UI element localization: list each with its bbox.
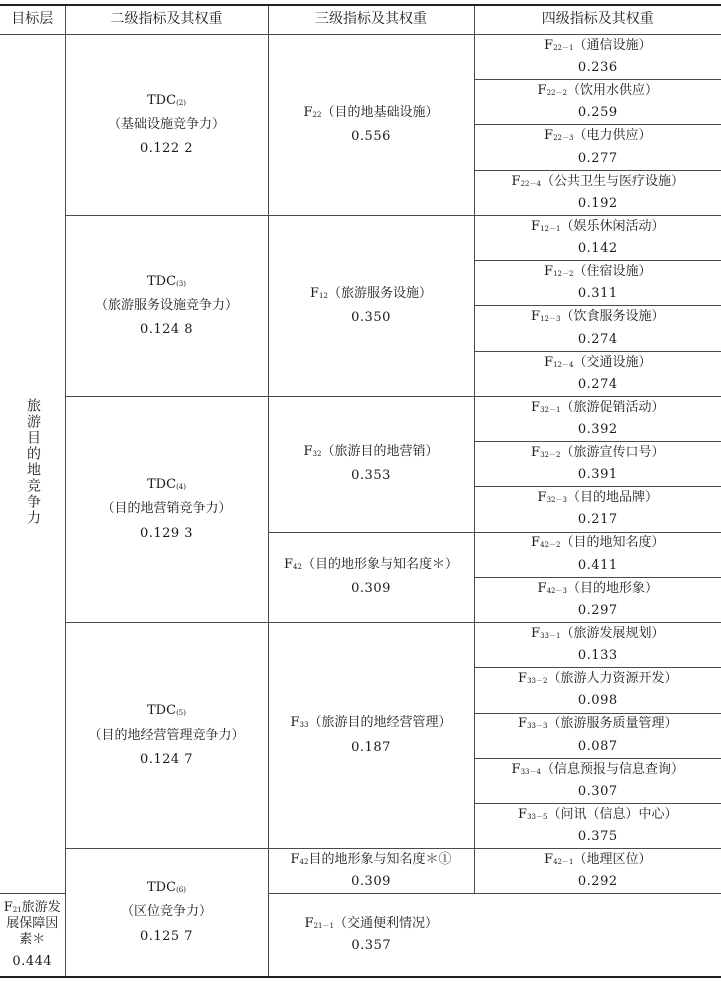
level4-label: $F_{22-4}$（公共卫生与医疗设施） [511,173,684,189]
level4-cell [474,35,721,80]
indicator-weight-table [0,4,721,978]
level3-weight: 0.556 [351,128,391,144]
level2-code: $TDC_{(4)}$ [147,477,186,493]
level4-cell [474,170,721,215]
level4-cell [474,532,721,577]
level2-weight: 0.124 7 [139,751,194,767]
level2-name: （基础设施竞争力） [107,116,225,132]
level2-name: （目的地经营管理竞争力） [88,727,245,743]
level4-cell [474,396,721,441]
table-row [0,623,721,668]
level4-weight: 0.311 [577,286,618,302]
level3-cell [0,894,65,977]
level3-weight: 0.353 [351,468,391,484]
level4-weight: 0.307 [577,783,618,799]
header-target-level: 目标层 [0,5,65,35]
level4-cell [474,306,721,351]
level4-cell [474,623,721,668]
level2-name: （旅游服务设施竞争力） [94,297,238,313]
level4-weight: 0.277 [577,150,618,166]
level4-label: $F_{22-3}$（电力供应） [544,128,652,144]
level4-weight: 0.259 [577,105,618,121]
level2-code: $TDC_{(5)}$ [147,703,186,719]
target-label: 旅游目的地竞争力 [25,397,41,526]
level4-cell [474,442,721,487]
level4-weight: 0.142 [577,241,618,257]
level3-cell [268,35,474,216]
level4-label: $F_{42-2}$（目的地知名度） [531,535,665,551]
level3-weight: 0.350 [351,309,391,325]
level2-name: （区位竞争力） [120,904,212,920]
level4-cell [474,125,721,170]
level2-weight: 0.124 8 [139,322,194,338]
level4-weight: 0.217 [577,512,618,528]
level2-code: $TDC_{(3)}$ [147,273,186,289]
level4-label: $F_{12-4}$（交通设施） [544,354,652,370]
level4-label: $F_{33-4}$（信息预报与信息查询） [511,761,684,777]
header-level3: 三级指标及其权重 [268,5,474,35]
level2-cell [65,35,268,216]
level3-label: $F_{33}$（旅游目的地经营管理） [290,715,452,731]
level2-weight: 0.125 7 [139,928,194,944]
level3-label: $F_{42}$（目的地形象与知名度＊） [284,557,458,573]
level3-cell [268,532,474,622]
level4-label: $F_{32-3}$（目的地品牌） [537,490,658,506]
level4-label: $F_{12-1}$（娱乐休闲活动） [531,218,665,234]
level4-label: $F_{42-1}$（地理区位） [544,852,652,868]
header-level2: 二级指标及其权重 [65,5,268,35]
level4-label: $F_{33-3}$（旅游服务质量管理） [518,716,678,732]
level2-cell [65,849,268,977]
table-row [0,215,721,260]
level4-weight: 0.192 [577,195,618,211]
level4-weight: 0.392 [577,421,618,437]
level3-cell [268,215,474,396]
level4-label: $F_{33-1}$（旅游发展规划） [531,625,665,641]
level3-cell [268,623,474,849]
level3-cell [268,396,474,532]
table-row [0,35,721,80]
table-row [0,849,721,894]
level4-weight: 0.375 [577,829,618,845]
level4-weight: 0.274 [577,376,618,392]
level4-cell [474,849,721,894]
level3-cell [268,849,474,894]
level4-weight: 0.357 [351,938,392,954]
level4-cell [474,803,721,848]
level4-cell [474,668,721,713]
level4-weight: 0.098 [577,693,618,709]
level4-weight: 0.391 [577,467,618,483]
level4-cell [474,758,721,803]
level3-weight: 0.187 [351,739,391,755]
level4-cell [474,487,721,532]
level2-weight: 0.129 3 [139,525,194,541]
level4-label: $F_{33-5}$（问讯（信息）中心） [518,806,678,822]
level4-label: $F_{22-2}$（饮用水供应） [537,83,658,99]
level4-label: $F_{12-2}$（住宿设施） [544,264,652,280]
header-level4: 四级指标及其权重 [474,5,721,35]
level4-cell [474,713,721,758]
level3-weight: 0.309 [351,581,391,597]
table-header-row [0,5,721,35]
level2-cell [65,396,268,622]
level4-label: $F_{33-2}$（旅游人力资源开发） [518,671,678,687]
level2-cell [65,215,268,396]
level4-label: $F_{12-3}$（饮食服务设施） [531,309,665,325]
level4-cell [474,80,721,125]
level3-label: $F_{12}$（旅游服务设施） [310,285,432,301]
level4-weight: 0.411 [577,557,618,573]
level4-label: $F_{21-1}$（交通便利情况） [304,915,438,931]
level4-weight: 0.087 [577,738,618,754]
level4-weight: 0.274 [577,331,618,347]
level3-label: $F_{42}$目的地形象与知名度＊① [290,852,452,868]
level4-cell [474,577,721,622]
level4-cell [268,894,474,977]
level3-weight: 0.444 [12,954,53,970]
level3-weight: 0.309 [351,874,391,890]
level4-label: $F_{22-1}$（通信设施） [544,37,652,53]
level4-weight: 0.236 [577,60,618,76]
level2-code: $TDC_{(2)}$ [147,92,186,108]
level2-code: $TDC_{(6)}$ [147,880,186,896]
level4-cell [474,351,721,396]
level3-label: $F_{22}$（目的地基础设施） [303,104,439,120]
level4-weight: 0.297 [577,602,618,618]
level4-weight: 0.133 [577,648,618,664]
level3-label: $F_{21}$旅游发展保障因素＊ [3,899,61,948]
level4-label: $F_{32-2}$（旅游宣传口号） [531,444,665,460]
table-row [0,396,721,441]
level4-label: $F_{32-1}$（旅游促销活动） [531,399,665,415]
target-cell [0,35,65,894]
level4-label: $F_{42-3}$（目的地形象） [537,580,658,596]
level4-cell [474,261,721,306]
level4-weight: 0.292 [577,874,618,890]
level2-weight: 0.122 2 [139,141,194,157]
level3-label: $F_{32}$（旅游目的地营销） [303,443,439,459]
level4-cell [474,215,721,260]
level2-cell [65,623,268,849]
level2-name: （目的地营销竞争力） [101,501,232,517]
